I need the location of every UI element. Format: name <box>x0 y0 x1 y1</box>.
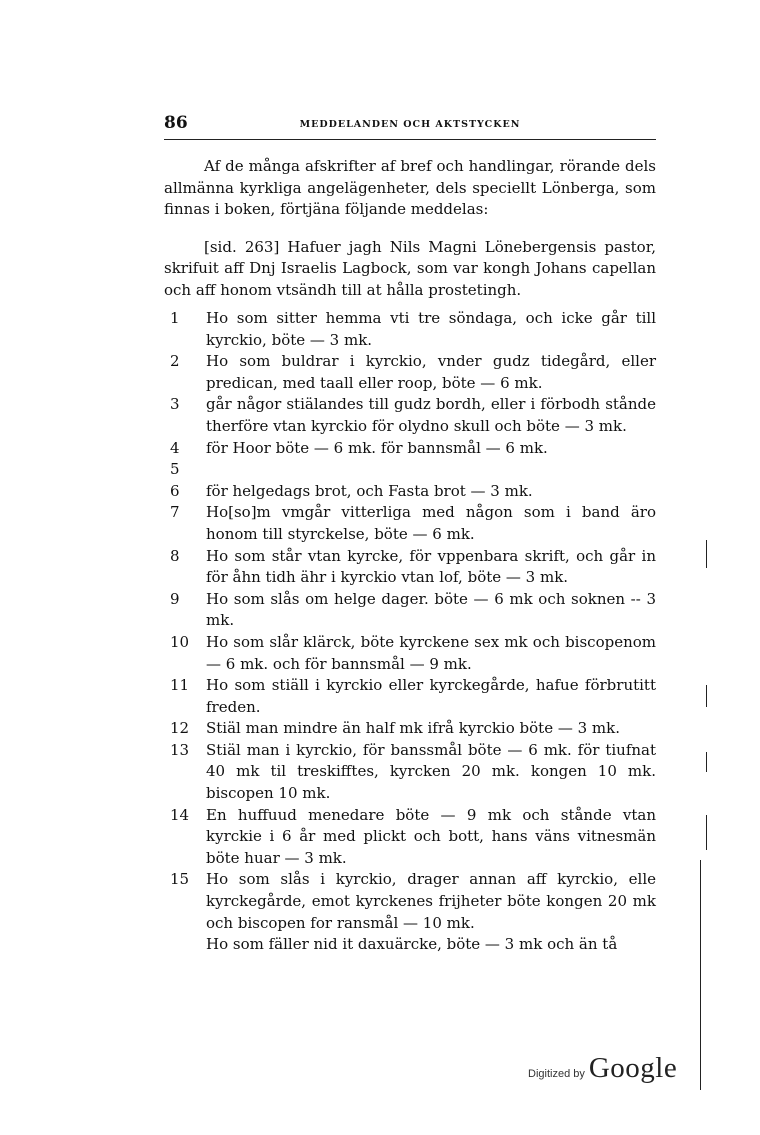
rule-number: 15 <box>170 870 190 889</box>
rule-number: 4 <box>170 438 180 457</box>
intro-paragraph: Af de många afskrifter af bref och handlingar, rörande dels allmänna kyrkliga angelägenheter, dels speciellt Lönberga, som finnas i boken, förtjäna följande meddelas: <box>164 157 656 218</box>
rule-text: Ho[so]m vmgår vitterliga med någon som i band äro honom till styrckelse, böte — 6 mk. <box>206 503 656 543</box>
rule-item <box>164 718 656 740</box>
rule-text: för Hoor böte — 6 mk. för bannsmål — 6 mk. <box>206 438 548 457</box>
page-body <box>164 156 656 956</box>
continuation-line: Ho som fäller nid it daxuärcke, böte — 3 mk och än tå <box>206 935 618 954</box>
scan-margin-mark <box>706 540 707 568</box>
rule-text: Stiäl man i kyrckio, för banssmål böte — 6 mk. för tiufnat 40 mk til treskifftes, kyrcken 20 mk. kongen 10 mk. biscopen 10 mk. <box>206 740 656 803</box>
digitized-by-watermark <box>528 1052 677 1085</box>
rule-item <box>164 869 656 934</box>
rule-number: 13 <box>170 740 190 759</box>
rule-item <box>164 805 656 870</box>
rule-item <box>164 481 656 503</box>
rule-item <box>164 394 656 437</box>
rule-text: Ho som buldrar i kyrckio, vnder gudz tidegård, eller predican, med taall eller roop, böte — 6 mk. <box>206 352 656 392</box>
rule-item <box>164 351 656 394</box>
rule-number: 8 <box>170 546 180 565</box>
scan-margin-mark <box>700 860 701 1090</box>
rule-number: 5 <box>170 460 180 479</box>
rule-text: Ho som slår klärck, böte kyrckene sex mk och biscopenom — 6 mk. och för bannsmål — 9 mk. <box>206 632 656 673</box>
rule-number: 1 <box>170 309 180 327</box>
preamble-paragraph: [sid. 263] Hafuer jagh Nils Magni Lönebergensis pastor, skrifuit aff Dnj Israelis Lagbock, som var kongh Johans capellan och aff honom vtsändh till at hålla prostetingh. <box>164 237 656 299</box>
rule-number: 11 <box>170 676 190 695</box>
rules-list <box>164 308 656 956</box>
rule-item <box>164 632 656 675</box>
rule-text: Ho som står vtan kyrcke, för vppenbara skrift, och går in för åhn tidh ähr i kyrckio vtan lof, böte — 3 mk. <box>206 546 656 587</box>
rule-text: för helgedags brot, och Fasta brot — 3 mk. <box>206 481 533 500</box>
rule-item <box>164 546 656 589</box>
rule-item <box>164 459 656 481</box>
rule-text: Ho som slås om helge dager. böte — 6 mk och soknen -- 3 mk. <box>206 589 656 630</box>
scan-margin-mark <box>706 685 707 707</box>
rule-text: Ho som stiäll i kyrckio eller kyrckegårde, hafue förbrutitt freden. <box>206 676 656 716</box>
rule-text: Ho som sitter hemma vti tre söndaga, och icke går till kyrckio, böte — 3 mk. <box>206 309 656 349</box>
page-header <box>164 113 656 140</box>
rule-number: 3 <box>170 395 180 414</box>
rule-item <box>164 740 656 805</box>
rule-text: Stiäl man mindre än half mk ifrå kyrckio böte — 3 mk. <box>206 719 620 738</box>
rule-item <box>164 308 656 351</box>
running-title: MEDDELANDEN OCH AKTSTYCKEN <box>299 119 521 130</box>
rule-item <box>164 589 656 632</box>
rule-item <box>164 502 656 545</box>
rule-number: 6 <box>170 481 180 500</box>
scan-margin-mark <box>706 752 707 772</box>
rule-number: 12 <box>170 719 190 738</box>
rule-text: En huffuud menedare böte — 9 mk och stånde vtan kyrckie i 6 år med plickt och bott, hans väns vitnesmän böte huar — 3 mk. <box>206 805 656 867</box>
paragraph-gap <box>164 221 656 237</box>
scan-margin-mark <box>706 815 707 850</box>
rule-text: Ho som slås i kyrckio, drager annan aff kyrckio, elle kyrckegårde, emot kyrckenes frijheter böte kongen 20 mk och biscopen for ransmål — 10 mk. <box>206 870 656 932</box>
rule-number: 2 <box>170 352 180 371</box>
rule-item <box>164 438 656 460</box>
page-number: 86 <box>164 113 188 133</box>
rule-number: 10 <box>170 632 190 651</box>
rule-number: 14 <box>170 805 190 824</box>
digitized-label: Digitized by <box>528 1068 585 1080</box>
rule-text: går någor stiälandes till gudz bordh, eller i förbodh stånde therföre vtan kyrckio för olydno skull och böte — 3 mk. <box>206 395 656 435</box>
rule-item <box>164 675 656 718</box>
rule-number: 9 <box>170 589 180 608</box>
rule-number: 7 <box>170 503 180 522</box>
google-logo: Google <box>588 1052 678 1084</box>
